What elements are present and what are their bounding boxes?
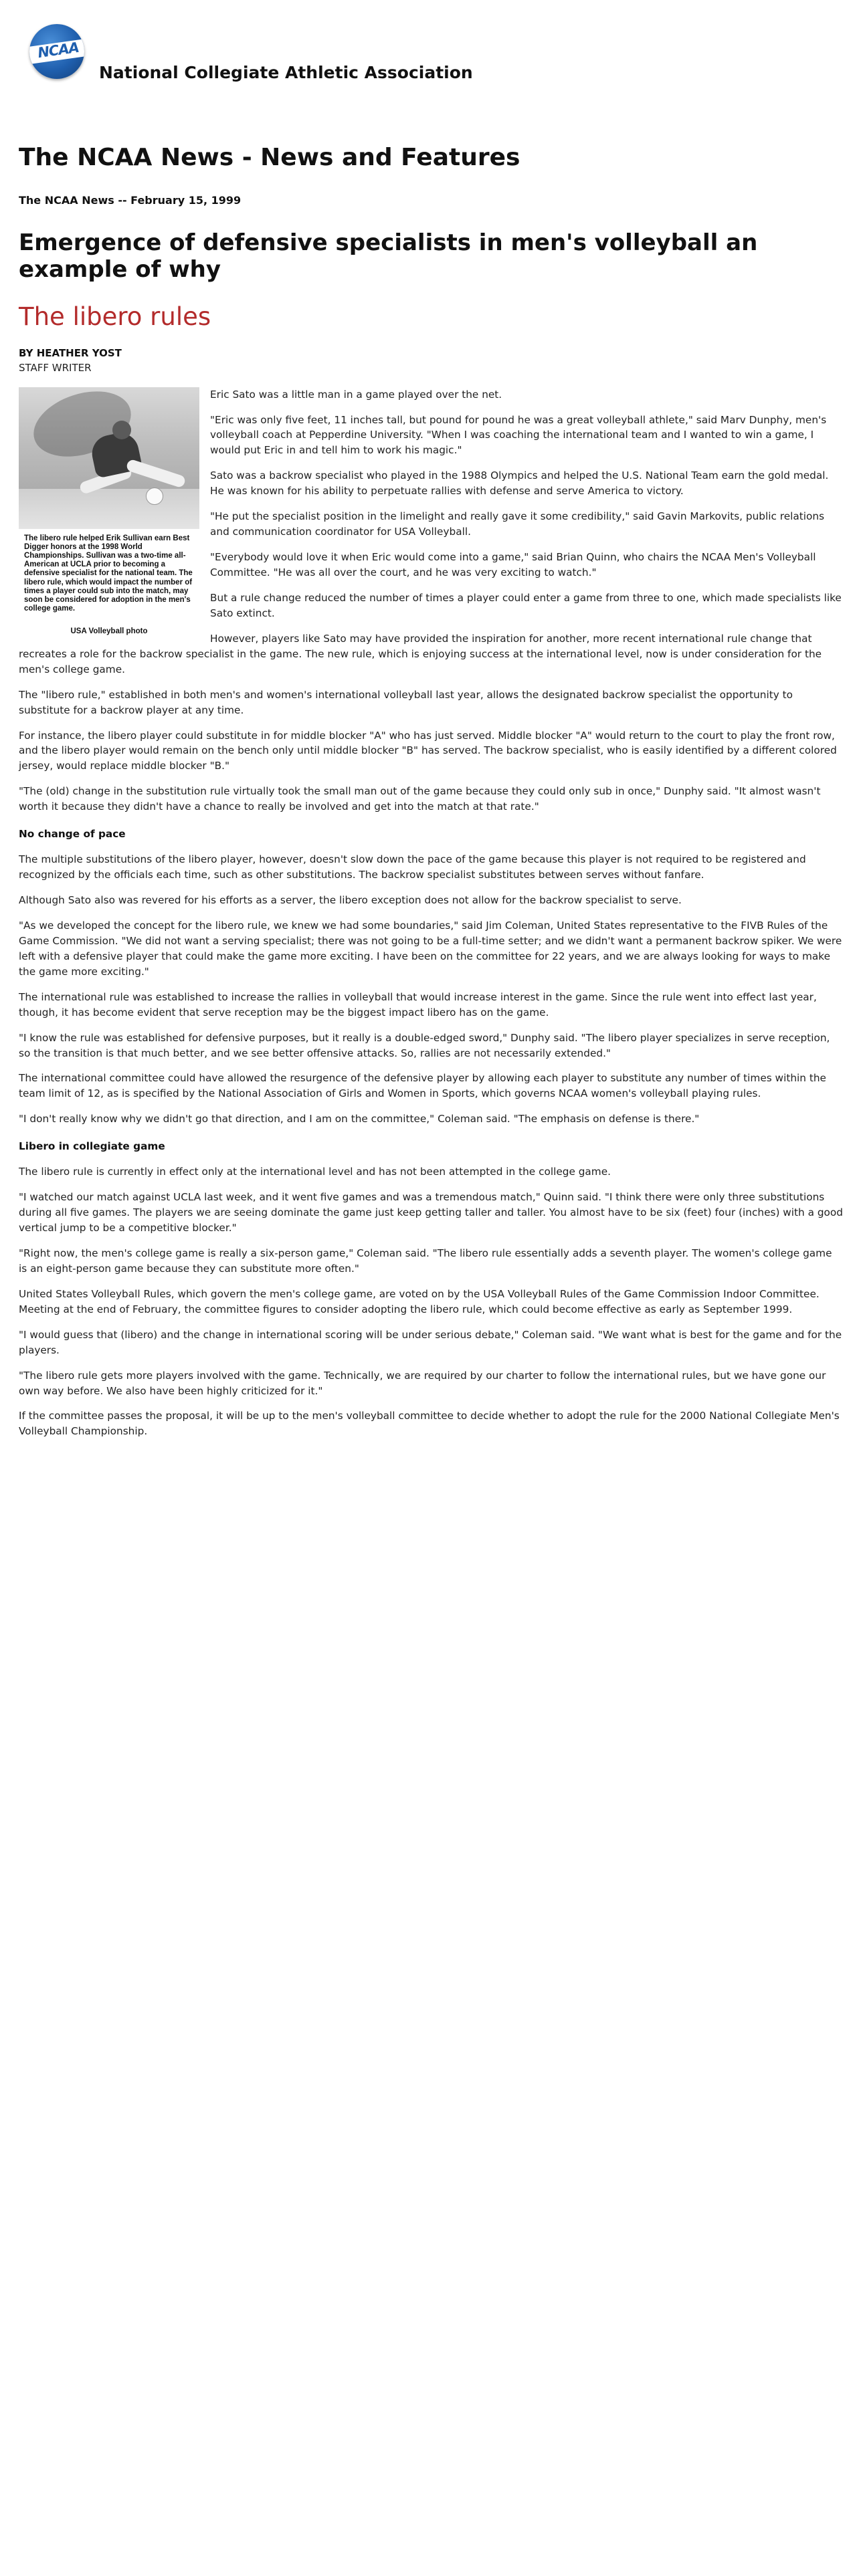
byline: BY HEATHER YOST [19, 346, 122, 359]
paragraph: But a rule change reduced the number of times a player could enter a game from three to one, which made specialists like Sato extinct. [210, 591, 842, 619]
site-header [19, 20, 843, 87]
paragraph: "Everybody would love it when Eric would come into a game," said Brian Quinn, who chairs the NCAA Men's Volleyball Committee. "He was all over the court, and he was very exciting to watch." [210, 551, 816, 579]
paragraph: The international rule was established to increase the rallies in volleyball that would increase interest in the game. Since the rule went into effect last year, though, it has become evident that serve reception may be the biggest impact libero has on the game. [19, 990, 817, 1018]
section-heading: Libero in collegiate game [19, 1140, 165, 1153]
photo-player-leg [125, 458, 186, 488]
dateline: The NCAA News -- February 15, 1999 [19, 193, 242, 207]
volleyball-icon [146, 488, 163, 505]
paragraph: "I would guess that (libero) and the change in international scoring will be under serious debate," Coleman said. "We want what is best for the game and for the players. [19, 1328, 842, 1356]
paragraph: However, players like Sato may have provided the inspiration for another, more recent international rule change that recreates a role for the backrow specialist in the game. The new rule, which is enjoying success at the international level, now is under consideration for the men's college game. [19, 632, 822, 675]
paragraph: The multiple substitutions of the libero player, however, doesn't slow down the pace of the game because this player is not required to be registered and recognized by the officials each time, such as other substitutions. The backrow specialist substitutes between serves without fanfare. [19, 853, 806, 881]
paragraph: "I don't really know why we didn't go that direction, and I am on the committee," Coleman said. "The emphasis on defense is there." [19, 1113, 700, 1125]
photo-credit: USA Volleyball photo [70, 627, 148, 635]
site-title: National Collegiate Athletic Association [99, 63, 473, 82]
paragraph: "He put the specialist position in the limelight and really gave it some credibility," said Gavin Markovits, public relations and communication coordinator for USA Volleyball. [210, 510, 825, 538]
photo-floor [19, 489, 199, 529]
paragraph: "The (old) change in the substitution rule virtually took the small man out of the game because they could only sub in once," Dunphy said. "It almost wasn't worth it because they didn't have a chance to really be involved and get into the match at that rate." [19, 785, 821, 813]
paragraph: The "libero rule," established in both men's and women's international volleyball last year, allows the designated backrow specialist the opportunity to substitute for a backrow player at any time. [19, 688, 793, 716]
logo-text: NCAA [36, 39, 80, 62]
ncaa-logo-icon[interactable] [29, 24, 84, 79]
section-heading: No change of pace [19, 828, 126, 841]
photo-player-head [112, 421, 131, 439]
paragraph: "As we developed the concept for the libero rule, we knew we had some boundaries," said Jim Coleman, United States representative to the FIVB Rules of the Game Commission. "We did not want a serving specialist; there was not going to be a full-time setter; and we didn't want a permanent backrow spiker. We were left with a defensive player that could make the game more exciting. I have been on the committee for 22 years, and we are always looking for ways to make the game more exciting." [19, 919, 842, 978]
paragraph: United States Volleyball Rules, which govern the men's college game, are voted on by the USA Volleyball Rules of the Game Commission Indoor Committee. Meeting at the end of February, the committee figures to consider adopting the libero rule, which could become effective as early as September 1999. [19, 1287, 820, 1315]
article-headline: Emergence of defensive specialists in men's volleyball an example of why [19, 229, 758, 284]
paragraph: Although Sato also was revered for his efforts as a server, the libero exception does not allow for the backrow specialist to serve. [19, 894, 682, 907]
page [19, 20, 843, 1449]
byline-role: STAFF WRITER [19, 361, 92, 374]
paragraph: If the committee passes the proposal, it will be up to the men's volleyball committee to decide whether to adopt the rule for the 2000 National Collegiate Men's Volleyball Championship. [19, 1410, 840, 1438]
paragraph: "Eric was only five feet, 11 inches tall, but pound for pound he was a great volleyball athlete," said Marv Dunphy, men's volleyball coach at Pepperdine University. "When I was coaching the international team and I wanted to win a game, I would put Eric in and tell him to work his magic." [210, 413, 827, 457]
paragraph: The international committee could have allowed the resurgence of the defensive player by allowing each player to substitute any number of times within the team limit of 12, as is specified by the National Association of Girls and Women in Sports, which governs NCAA women's volleyball playing rules. [19, 1072, 826, 1100]
paragraph: Eric Sato was a little man in a game played over the net. [210, 388, 502, 401]
volleyball-photo [19, 387, 199, 529]
article-subhead: The libero rules [19, 302, 211, 332]
paragraph: The libero rule is currently in effect only at the international level and has not been attempted in the college game. [19, 1166, 611, 1178]
article-body [19, 387, 843, 1450]
photo-caption: The libero rule helped Erik Sullivan earn Best Digger honors at the 1998 World Championships. Sullivan was a two-time all-American at UCLA prior to becoming a defensive specialist for the national team. The libero rule, which would impact the number of times a player could sub into the match, may soon be considered for adoption in the men's college game. [24, 534, 193, 613]
paragraph: "The libero rule gets more players involved with the game. Technically, we are required by our charter to follow the international rules, but we have gone our own way before. We also have been highly criticized for it." [19, 1369, 826, 1397]
paragraph: "I watched our match against UCLA last week, and it went five games and was a tremendous match," Quinn said. "I think there were only three substitutions during all five games. The players we are seeing dominate the game just keep getting taller and taller. You almost have to be six (feet) four (inches) with a good vertical jump to be a competitive blocker." [19, 1191, 843, 1235]
section-title: The NCAA News - News and Features [19, 144, 520, 171]
paragraph: "I know the rule was established for defensive purposes, but it really is a double-edged sword," Dunphy said. "The libero player specializes in serve reception, so the transition is that much better, and we see better offensive attacks. So, rallies are not necessarily extended." [19, 1031, 830, 1059]
paragraph: "Right now, the men's college game is really a six-person game," Coleman said. "The libero rule essentially adds a seventh player. The women's college game is an eight-person game because they can substitute more often." [19, 1247, 832, 1275]
paragraph: For instance, the libero player could substitute in for middle blocker "A" who has just served. Middle blocker "A" would return to the court to play the front row, and the libero player would remain on the bench only until middle blocker "B" has served. The backrow specialist, who is easily identified by a different colored jersey, would replace middle blocker "B." [19, 729, 837, 772]
article-figure [19, 387, 199, 637]
paragraph: Sato was a backrow specialist who played in the 1988 Olympics and helped the U.S. National Team earn the gold medal. He was known for his ability to perpetuate rallies with defense and serve America to victory. [210, 469, 829, 498]
